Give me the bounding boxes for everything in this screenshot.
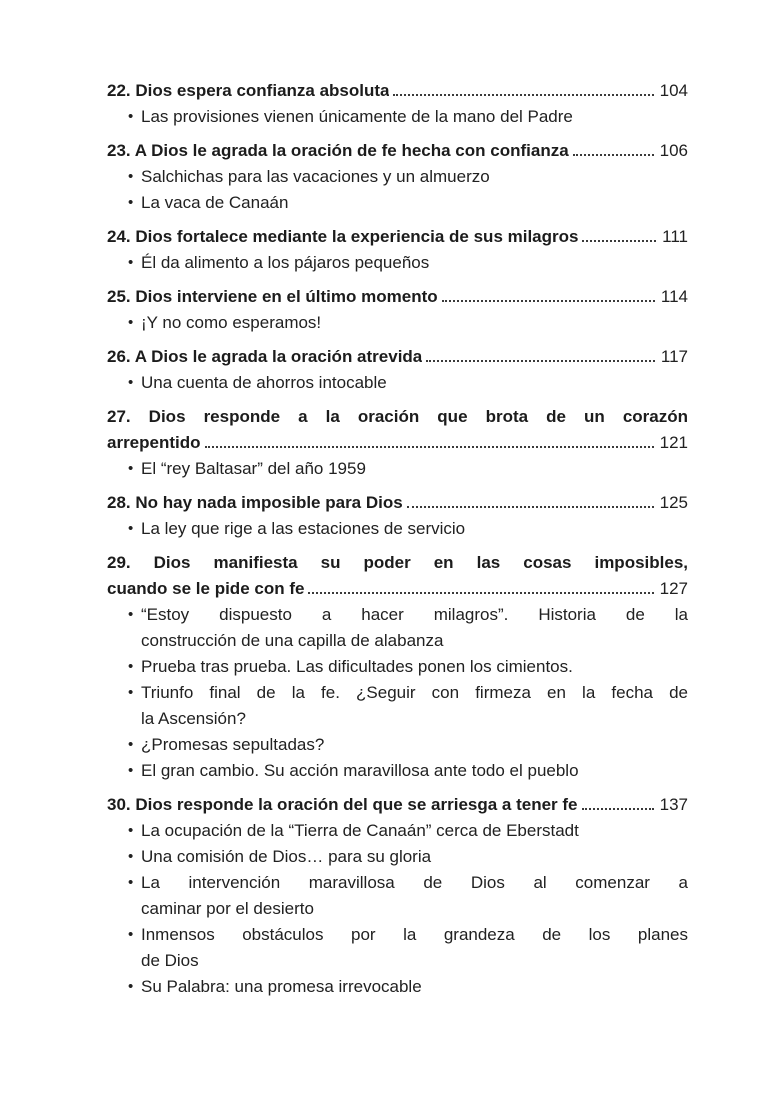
entry-bullet-list [107, 164, 688, 216]
bullet-item [107, 164, 688, 190]
toc-entry [107, 224, 688, 276]
toc-entry [107, 138, 688, 216]
bullet-text-line: La intervención maravillosa de Dios al comenzar a [141, 873, 688, 892]
bullet-text-line: Una comisión de Dios… para su gloria [141, 847, 432, 866]
entry-page-number: 125 [659, 493, 688, 512]
bullet-text-line: caminar por el desierto [141, 899, 314, 918]
entry-bullet-list [107, 516, 688, 542]
entry-bullet-list [107, 818, 688, 1000]
entry-title-row [107, 78, 688, 104]
entry-title: 23. A Dios le agrada la oración de fe hecha con confianza [107, 141, 569, 160]
entry-title: 22. Dios espera confianza absoluta [107, 81, 390, 100]
bullet-text-line: Triunfo final de la fe. ¿Seguir con firmeza en la fecha de [141, 683, 688, 702]
bullet-icon: • [128, 848, 134, 865]
dotted-leader [205, 446, 654, 448]
dotted-leader [442, 300, 655, 302]
dotted-leader [582, 808, 654, 810]
toc-entry [107, 792, 688, 1000]
entry-title: 24. Dios fortalece mediante la experiencia de sus milagros [107, 227, 579, 246]
entry-page-number: 127 [659, 579, 688, 598]
entry-bullet-list [107, 310, 688, 336]
bullet-icon: • [128, 762, 134, 779]
entry-page-number: 121 [659, 433, 688, 452]
entry-title-row [107, 284, 688, 310]
entry-page-number: 114 [660, 287, 688, 306]
entry-bullet-list [107, 104, 688, 130]
entry-page-number: 104 [659, 81, 688, 100]
entry-title: arrepentido [107, 433, 201, 452]
bullet-text-line: El “rey Baltasar” del año 1959 [141, 459, 366, 478]
bullet-item [107, 370, 688, 396]
entry-title-row [107, 430, 688, 456]
entry-title: 30. Dios responde la oración del que se arriesga a tener fe [107, 795, 578, 814]
bullet-icon: • [128, 194, 134, 211]
bullet-text-line: El gran cambio. Su acción maravillosa ante todo el pueblo [141, 761, 579, 780]
bullet-item [107, 104, 688, 130]
bullet-icon: • [128, 374, 134, 391]
bullet-item [107, 456, 688, 482]
entry-page-number: 137 [659, 795, 688, 814]
entry-bullet-list [107, 602, 688, 784]
entry-page-number: 111 [662, 227, 688, 246]
bullet-text-line: Su Palabra: una promesa irrevocable [141, 977, 422, 996]
entry-title-line: 29. Dios manifiesta su poder en las cosas imposibles, [107, 553, 688, 572]
bullet-icon: • [128, 460, 134, 477]
bullet-text-line: construcción de una capilla de alabanza [141, 631, 444, 650]
entry-title-row [107, 792, 688, 818]
entry-title: 28. No hay nada imposible para Dios [107, 493, 403, 512]
bullet-icon: • [128, 108, 134, 125]
bullet-text-line: La ocupación de la “Tierra de Canaán” cerca de Eberstadt [141, 821, 579, 840]
toc-entry [107, 284, 688, 336]
dotted-leader [573, 154, 654, 156]
toc-entry [107, 550, 688, 784]
bullet-item [107, 870, 688, 922]
toc-entry [107, 344, 688, 396]
bullet-text-line: ¿Promesas sepultadas? [141, 735, 325, 754]
entry-title-row [107, 138, 688, 164]
bullet-item [107, 602, 688, 654]
bullet-icon: • [128, 736, 134, 753]
bullet-icon: • [128, 658, 134, 675]
bullet-text-line: La ley que rige a las estaciones de servicio [141, 519, 466, 538]
bullet-text-line: “Estoy dispuesto a hacer milagros”. Historia de la [141, 605, 688, 624]
toc-list [107, 78, 688, 1008]
entry-title-row [107, 224, 688, 250]
bullet-icon: • [128, 822, 134, 839]
entry-title-row [107, 576, 688, 602]
bullet-item [107, 818, 688, 844]
bullet-text-line: Las provisiones vienen únicamente de la mano del Padre [141, 107, 573, 126]
bullet-icon: • [128, 874, 134, 891]
bullet-item [107, 250, 688, 276]
entry-title: 26. A Dios le agrada la oración atrevida [107, 347, 423, 366]
bullet-text-line: Una cuenta de ahorros intocable [141, 373, 387, 392]
bullet-text-line: ¡Y no como esperamos! [141, 313, 322, 332]
bullet-item [107, 758, 688, 784]
bullet-item [107, 190, 688, 216]
dotted-leader [308, 592, 653, 594]
bullet-text-line: Él da alimento a los pájaros pequeños [141, 253, 430, 272]
bullet-text-line: Prueba tras prueba. Las dificultades ponen los cimientos. [141, 657, 573, 676]
bullet-icon: • [128, 314, 134, 331]
bullet-icon: • [128, 520, 134, 537]
entry-page-number: 117 [660, 347, 688, 366]
entry-title-row [107, 344, 688, 370]
bullet-item [107, 732, 688, 758]
bullet-text-line: la Ascensión? [141, 709, 246, 728]
bullet-icon: • [128, 606, 134, 623]
bullet-item [107, 654, 688, 680]
bullet-text-line: Salchichas para las vacaciones y un almuerzo [141, 167, 490, 186]
bullet-text-line: Inmensos obstáculos por la grandeza de los planes [141, 925, 688, 944]
entry-bullet-list [107, 250, 688, 276]
bullet-icon: • [128, 978, 134, 995]
entry-title-line: 27. Dios responde a la oración que brota de un corazón [107, 407, 688, 426]
dotted-leader [393, 94, 653, 96]
dotted-leader [582, 240, 656, 242]
bullet-text-line: La vaca de Canaán [141, 193, 289, 212]
bullet-icon: • [128, 254, 134, 271]
dotted-leader [407, 506, 654, 508]
bullet-text-line: de Dios [141, 951, 199, 970]
bullet-item [107, 974, 688, 1000]
dotted-leader [426, 360, 655, 362]
bullet-item [107, 680, 688, 732]
entry-bullet-list [107, 456, 688, 482]
bullet-item [107, 310, 688, 336]
toc-entry [107, 78, 688, 130]
bullet-item [107, 922, 688, 974]
entry-title: 25. Dios interviene en el último momento [107, 287, 438, 306]
entry-title: cuando se le pide con fe [107, 579, 305, 598]
bullet-icon: • [128, 926, 134, 943]
bullet-item [107, 516, 688, 542]
bullet-icon: • [128, 684, 134, 701]
entry-title-row [107, 490, 688, 516]
toc-entry [107, 490, 688, 542]
bullet-icon: • [128, 168, 134, 185]
entry-bullet-list [107, 370, 688, 396]
entry-page-number: 106 [659, 141, 688, 160]
toc-entry [107, 404, 688, 482]
bullet-item [107, 844, 688, 870]
